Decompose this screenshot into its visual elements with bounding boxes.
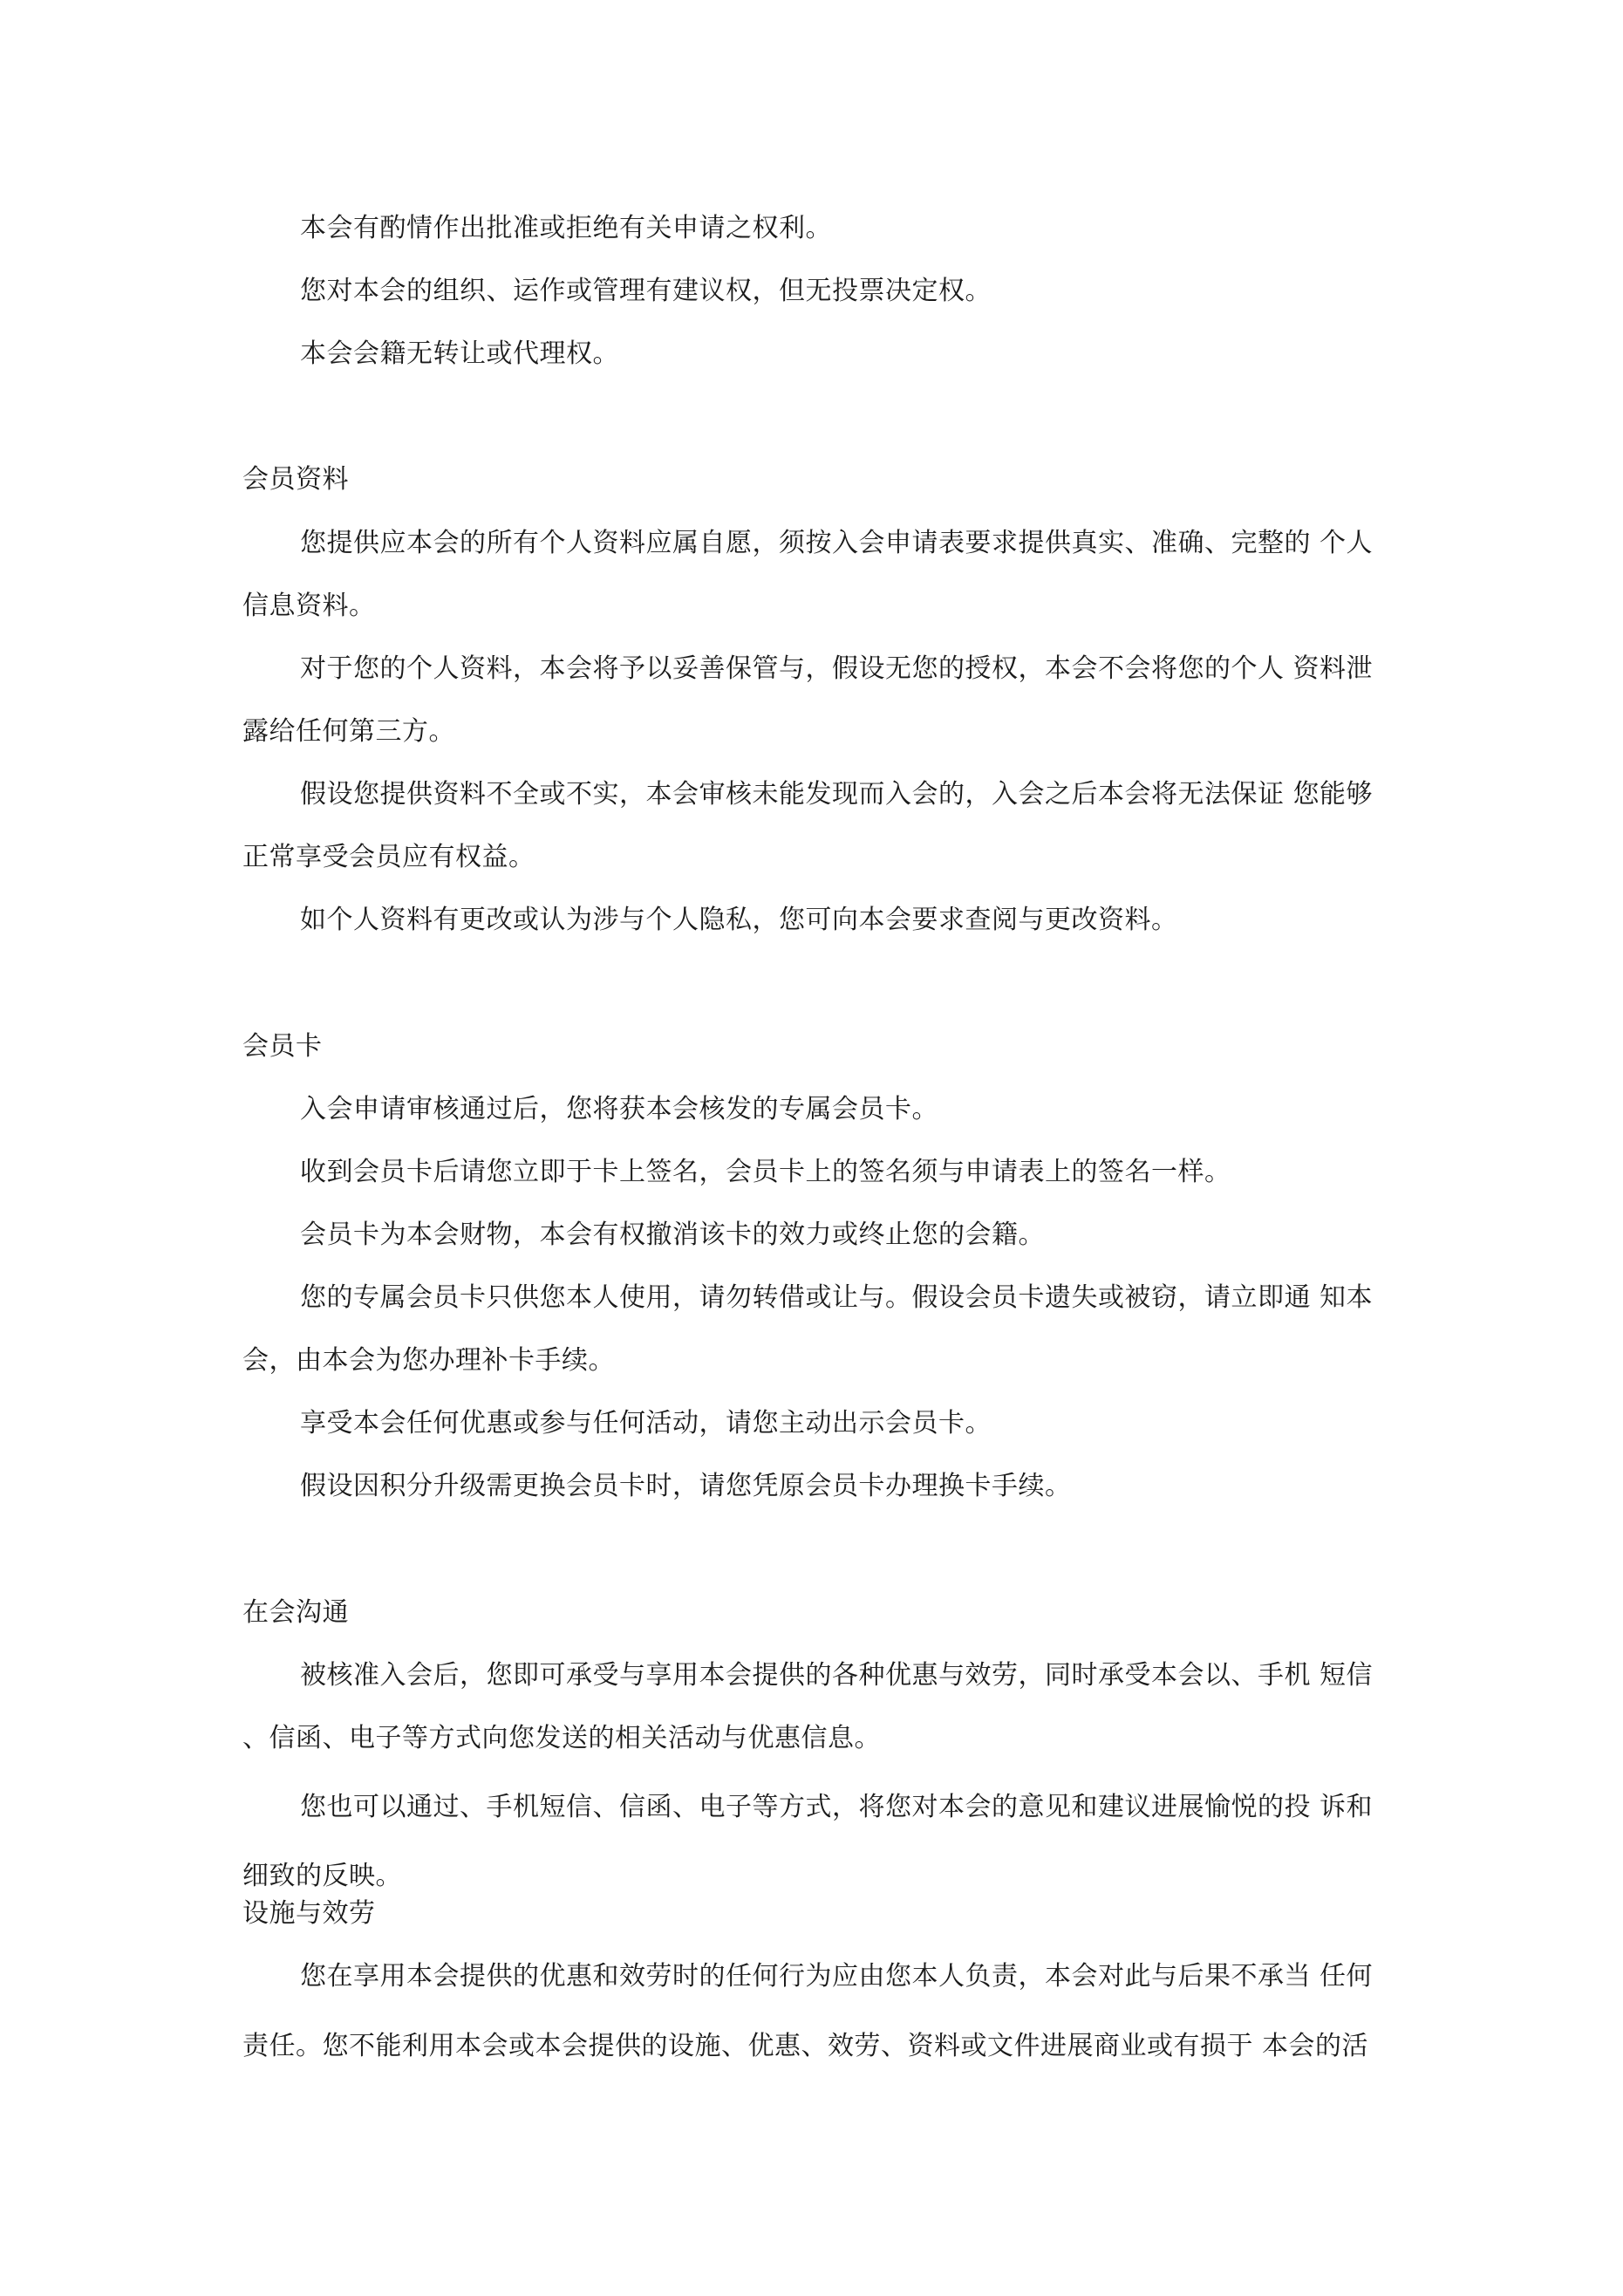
section-heading-member-info: 会员资料 [242,464,349,495]
paragraph-line: 细致的反映。 [242,1861,402,1891]
paragraph-line: 入会申请审核通过后，您将获本会核发的专属会员卡。 [300,1094,938,1124]
paragraph-line: 您也可以通过、手机短信、信函、电子等方式，将您对本会的意见和建议进展愉悦的投 诉和 [300,1792,1374,1822]
paragraph-line: 信息资料。 [242,591,376,621]
paragraph-line: 收到会员卡后请您立即于卡上签名，会员卡上的签名须与申请表上的签名一样。 [300,1157,1231,1187]
paragraph-line: 享受本会任何优惠或参与任何活动，请您主动出示会员卡。 [300,1408,992,1438]
paragraph-line: 露给任何第三方。 [242,716,455,747]
paragraph-line: 假设您提供资料不全或不实，本会审核未能发现而入会的，入会之后本会将无法保证 您能够 [300,779,1374,810]
paragraph-line: 责任。您不能利用本会或本会提供的设施、优惠、效劳、资料或文件进展商业或有损于 本会的活 [242,2031,1369,2061]
intro-line-1: 本会有酌情作出批准或拒绝有关申请之权利。 [300,213,832,243]
section-heading-communication: 在会沟通 [242,1597,349,1628]
paragraph-line: 您在享用本会提供的优惠和效劳时的任何行为应由您本人负责，本会对此与后果不承当 任何 [300,1961,1374,1992]
paragraph-line: 如个人资料有更改或认为涉与个人隐私，您可向本会要求查阅与更改资料。 [300,905,1178,935]
paragraph-line: 对于您的个人资料，本会将予以妥善保管与，假设无您的授权，本会不会将您的个人 资料泄 [300,653,1374,684]
paragraph-line: 会员卡为本会财物，本会有权撤消该卡的效力或终止您的会籍。 [300,1220,1045,1250]
paragraph-line: 会，由本会为您办理补卡手续。 [242,1345,615,1376]
paragraph-line: 您的专属会员卡只供您本人使用，请勿转借或让与。假设会员卡遗失或被窃，请立即通 知本 [300,1282,1374,1313]
paragraph-line: 被核准入会后，您即可承受与享用本会提供的各种优惠与效劳，同时承受本会以、手机 短信 [300,1660,1374,1691]
section-heading-member-card: 会员卡 [242,1031,323,1062]
intro-line-2: 您对本会的组织、运作或管理有建议权，但无投票决定权。 [300,276,992,306]
paragraph-line: 假设因积分升级需更换会员卡时，请您凭原会员卡办理换卡手续。 [300,1471,1072,1501]
intro-line-3: 本会会籍无转让或代理权。 [300,338,619,369]
paragraph-line: 您提供应本会的所有个人资料应属自愿，须按入会申请表要求提供真实、准确、完整的 个人 [300,528,1374,558]
paragraph-line: 正常享受会员应有权益。 [242,842,535,872]
section-heading-facilities: 设施与效劳 [242,1898,376,1929]
paragraph-line: 、信函、电子等方式向您发送的相关活动与优惠信息。 [242,1723,881,1753]
